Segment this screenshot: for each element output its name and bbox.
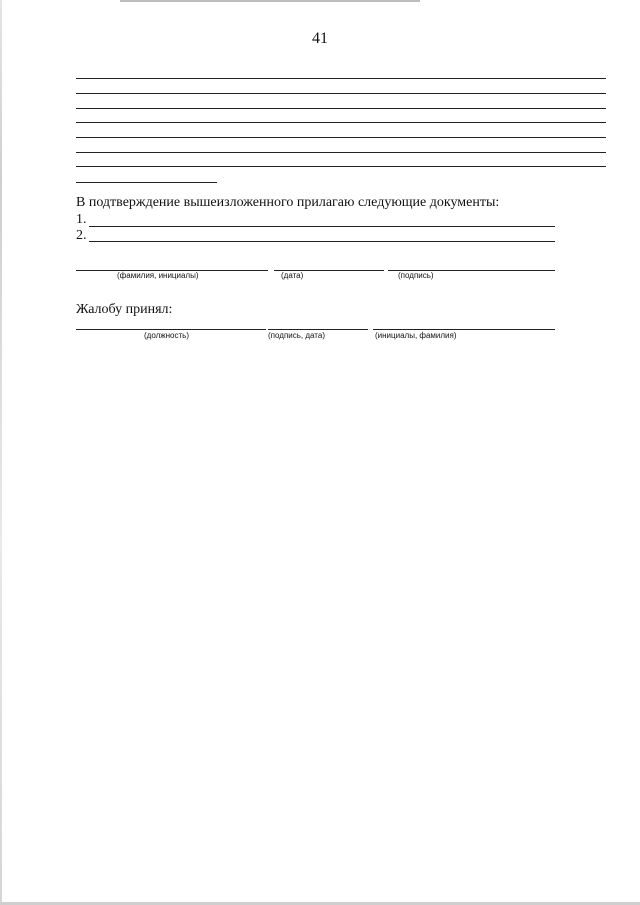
document-item-field[interactable]	[89, 241, 555, 242]
signature-caption: (подпись)	[398, 271, 434, 280]
blank-line[interactable]	[76, 93, 606, 94]
position-field[interactable]	[76, 329, 266, 330]
blank-line[interactable]	[76, 152, 606, 153]
document-item-number: 1.	[76, 212, 87, 227]
blank-line[interactable]	[76, 166, 606, 167]
blank-line-short[interactable]	[76, 182, 217, 183]
scan-edge-left	[0, 0, 2, 905]
blank-line[interactable]	[76, 78, 606, 79]
initials-caption: (инициалы, фамилия)	[375, 331, 457, 340]
blank-line[interactable]	[76, 137, 606, 138]
name-caption: (фамилия, инициалы)	[117, 271, 199, 280]
date-caption: (дата)	[281, 271, 304, 280]
blank-line[interactable]	[76, 108, 606, 109]
documents-heading: В подтверждение вышеизложенного прилагаю следующие документы:	[76, 195, 500, 210]
document-item-field[interactable]	[89, 226, 555, 227]
position-caption: (должность)	[144, 331, 189, 340]
blank-line[interactable]	[76, 122, 606, 123]
complaint-accepted-label: Жалобу принял:	[76, 302, 173, 317]
initials-field[interactable]	[373, 329, 555, 330]
signature-date-field[interactable]	[268, 329, 368, 330]
signature-date-caption: (подпись, дата)	[268, 331, 325, 340]
scan-edge-top	[120, 0, 420, 2]
document-item-number: 2.	[76, 228, 87, 243]
page-number: 41	[312, 30, 328, 47]
